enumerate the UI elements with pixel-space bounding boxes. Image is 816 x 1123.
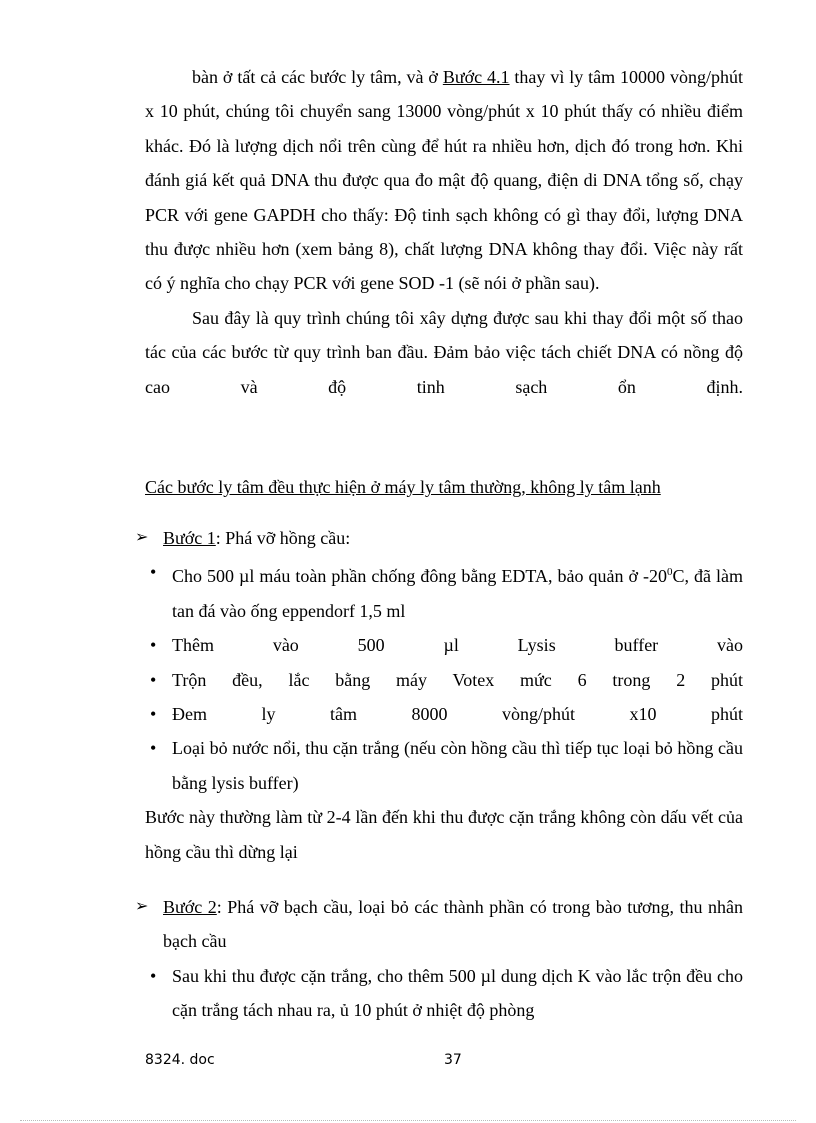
- paragraph-1: bàn ở tất cả các bước ly tâm, và ở Bước 4.1 thay vì ly tâm 10000 vòng/phút x 10 phút, chúng tôi chuyển sang 13000 vòng/phút x 10 phút thấy có nhiều điểm khác. Đó là lượng dịch nổi trên cùng để hút ra nhiều hơn, dịch đó trong hơn. Khi đánh giá kết quả DNA thu được qua đo mật độ quang, điện di DNA tổng số, chạy PCR với gene GAPDH cho thấy: Độ tinh sạch không có gì thay đổi, lượng DNA thu được nhiều hơn (xem bảng 8), chất lượng DNA không thay đổi. Việc này rất có ý nghĩa cho chạy PCR với gene SOD -1 (sẽ nói ở phần sau).: [145, 67, 743, 294]
- arrow-bullet-icon: ➢: [135, 898, 149, 915]
- bullet-icon: •: [150, 965, 157, 986]
- footer-filename: 8324. doc: [145, 1052, 215, 1068]
- step-1-label: Bước 1: [163, 528, 216, 548]
- page-number: 37: [444, 1052, 462, 1068]
- step-1-list: [145, 555, 743, 800]
- step-1-note: Bước này thường làm từ 2-4 lần đến khi thu được cặn trắng không còn dấu vết của hồng cầu thì dừng lại: [145, 807, 743, 862]
- bullet-icon: •: [150, 562, 157, 583]
- page-bottom-divider: [20, 1120, 796, 1121]
- bullet-icon: •: [150, 669, 157, 690]
- list-item: • Trộn đều, lắc bằng máy Votex mức 6 trong 2 phút: [145, 663, 743, 697]
- step-1-title: : Phá vỡ hồng cầu:: [215, 528, 351, 548]
- step-1-heading: [135, 521, 743, 555]
- list-item: • Sau khi thu được cặn trắng, cho thêm 500 µl dung dịch K vào lắc trộn đều cho cặn trắng tách nhau ra, ủ 10 phút ở nhiệt độ phòng: [145, 959, 743, 1028]
- step-2-heading: [135, 890, 743, 959]
- bullet-icon: •: [150, 704, 157, 725]
- list-item: • Loại bỏ nước nổi, thu cặn trắng (nếu còn hồng cầu thì tiếp tục loại bỏ hồng cầu bằng lysis buffer): [145, 731, 743, 800]
- paragraph-2: Sau đây là quy trình chúng tôi xây dựng được sau khi thay đổi một số thao tác của các bước từ quy trình ban đầu. Đảm bảo việc tách chiết DNA có nồng độ cao và độ tinh sạch ổn định.: [145, 307, 743, 397]
- section-heading: Các bước ly tâm đều thực hiện ở máy ly tâm thường, không ly tâm lạnh: [145, 477, 661, 497]
- step-2-block: [135, 890, 743, 1028]
- list-item: • Thêm vào 500 µl Lysis buffer vào: [145, 628, 743, 662]
- body-text: [145, 60, 743, 404]
- arrow-bullet-icon: ➢: [135, 529, 149, 546]
- step-reference: Bước 4.1: [442, 67, 510, 87]
- step-2-title: : Phá vỡ bạch cầu, loại bỏ các thành phần có trong bào tương, thu nhân bạch cầu: [163, 897, 743, 952]
- step-1-block: [135, 521, 743, 869]
- list-item: • Đem ly tâm 8000 vòng/phút x10 phút: [145, 697, 743, 731]
- step-2-label: Bước 2: [163, 897, 217, 917]
- bullet-icon: •: [150, 738, 157, 759]
- bullet-icon: •: [150, 635, 157, 656]
- list-item: • Cho 500 µl máu toàn phần chống đông bằng EDTA, bảo quản ở $-20^0C$, đã làm tan đá vào ống eppendorf 1,5 ml: [145, 555, 743, 628]
- step-2-list: [145, 959, 743, 1028]
